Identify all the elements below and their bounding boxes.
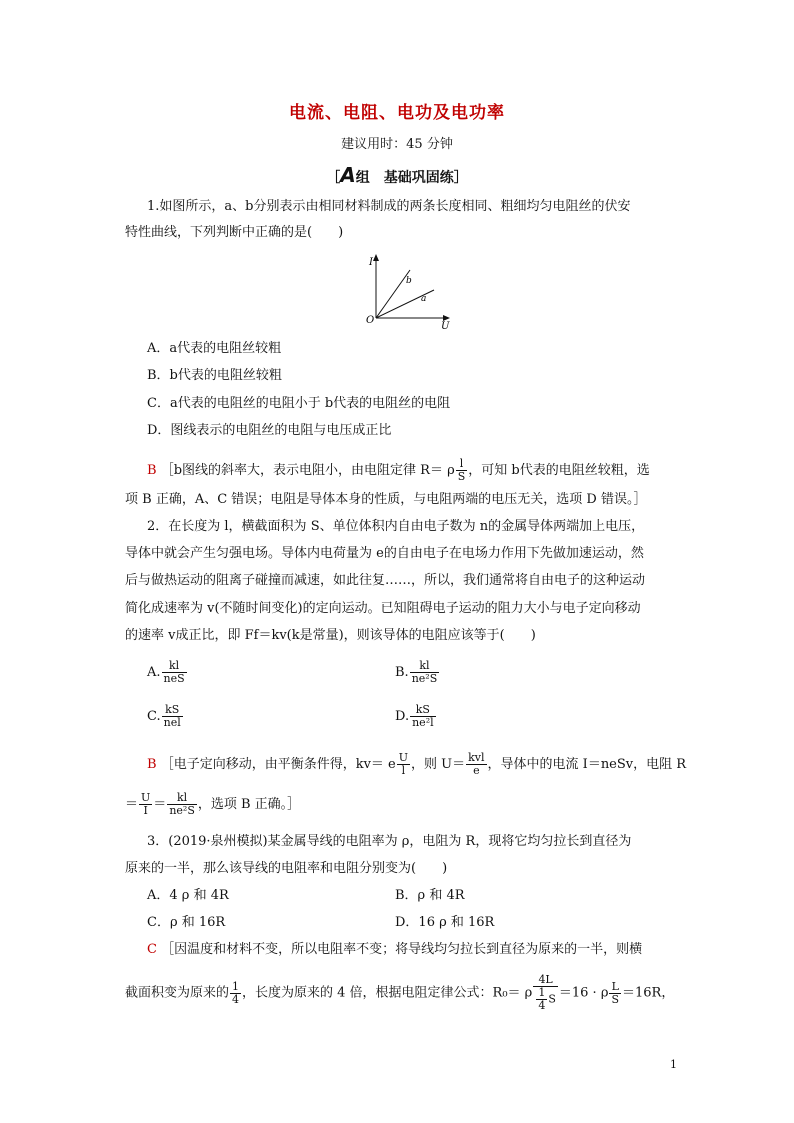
q3-f2-den <box>533 986 558 1012</box>
q2-option-d-fraction <box>410 704 436 729</box>
q3-f2-den-den: 4 <box>538 999 546 1012</box>
q2-a-num: kl <box>169 659 180 672</box>
q1-explanation-line-2: 项 B 正确，A、C 错误；电阻是导体本身的性质，与电阻两端的电压无关，选项 D 错误。］ <box>125 492 647 507</box>
q3-f2-den-num: 1 <box>538 986 546 999</box>
graph-label-u: U <box>441 321 450 330</box>
q2-line-4: 简化成速率为 v(不随时间变化)的定向运动。已知阻碍电子运动的阻力大小与电子定向移动 <box>125 601 641 616</box>
q2-exp-f1-num: U <box>398 751 409 764</box>
q3-line-2: 原来的一半，那么该导线的电阻率和电阻分别变为( ) <box>125 861 448 876</box>
q3-option-c: C．ρ 和 16R <box>147 915 226 930</box>
suggested-time: 建议用时：45 分钟 <box>341 137 453 152</box>
q2-exp-frac-2 <box>466 752 486 777</box>
q1-exp-text-b: ，可知 b代表的电阻丝较粗，选 <box>468 463 650 478</box>
q1-option-d: D．图线表示的电阻丝的电阻与电压成正比 <box>147 423 392 438</box>
q2-option-c <box>147 704 184 729</box>
q2-line-5: 的速率 v成正比，即 Ff＝kv(k是常量)，则该导体的电阻应该等于( ) <box>125 628 536 643</box>
q3-exp-e: ＝16R， <box>622 985 675 1001</box>
q2-b-den: ne²S <box>411 672 438 685</box>
q2-a-den: neS <box>163 672 185 685</box>
q3-line-1: 3．(2019·泉州模拟)某金属导线的电阻率为 ρ，电阻为 R，现将它均匀拉长到直径为 <box>147 834 632 849</box>
q2-exp-f4-den: ne²S <box>169 804 195 817</box>
q1-line-1: 1.如图所示，a、b分别表示由相同材料制成的两条长度相同、粗细均匀电阻丝的伏安 <box>147 199 631 214</box>
group-letter: A <box>340 163 356 187</box>
page-number: 1 <box>670 1058 677 1071</box>
q1-line-2: 特性曲线，下列判断中正确的是( ) <box>125 225 344 240</box>
q3-explanation-line-1 <box>147 941 642 959</box>
q2-exp-f1-den: l <box>397 764 410 777</box>
q3-exp-frac-1 <box>230 981 241 1006</box>
graph-label-b: b <box>406 276 412 286</box>
q3-exp-frac-3 <box>609 981 621 1006</box>
q2-option-c-label: C. <box>147 709 161 724</box>
graph-label-a: a <box>421 294 427 304</box>
q1-option-b: B．b代表的电阻丝较粗 <box>147 368 282 383</box>
q2-option-b-fraction <box>410 660 440 685</box>
q3-exp-b: 截面积变为原来的 <box>125 985 230 1001</box>
q2-explanation-line-2 <box>125 792 300 817</box>
iu-graph <box>362 252 462 330</box>
q1-frac-den: S <box>457 470 466 483</box>
group-bracket-open: ［ <box>326 170 341 186</box>
q2-exp-frac-4 <box>167 792 197 817</box>
q2-exp-f3-den: I <box>139 804 152 817</box>
q2-exp-f2-num: kvl <box>468 751 485 764</box>
q2-option-a-label: A. <box>147 665 161 680</box>
q2-c-den: nel <box>163 716 181 729</box>
q1-exp-text-a: ［b图线的斜率大，表示电阻小，由电阻定律 R＝ ρ <box>160 463 455 478</box>
q2-option-a-fraction <box>162 660 187 685</box>
q2-option-b <box>395 660 440 685</box>
q1-option-c: C．a代表的电阻丝的电阻小于 b代表的电阻丝的电阻 <box>147 396 451 411</box>
graph-y-arrow <box>373 254 379 261</box>
group-heading <box>0 163 794 187</box>
q3-exp-frac-2 <box>533 974 558 1012</box>
q2-exp-f4-num: kl <box>176 791 188 804</box>
q2-option-b-label: B. <box>395 665 409 680</box>
q2-exp-c: ，导体中的电流 I＝neSv，电阻 R <box>487 757 687 772</box>
graph-label-origin: O <box>366 315 375 326</box>
q2-line-1: 2．在长度为 l，横截面积为 S、单位体积内自由电子数为 n的金属导体两端加上电压， <box>147 519 645 534</box>
q2-exp-e: ＝ <box>153 797 167 812</box>
q3-option-a: A．4 ρ 和 4R <box>147 888 229 903</box>
q2-b-num: kl <box>419 659 430 672</box>
q3-f3-den: S <box>611 992 620 1006</box>
q2-c-num: kS <box>165 703 180 716</box>
q2-exp-f2-den: e <box>466 764 486 777</box>
q2-option-a <box>147 660 188 685</box>
q3-explanation-line-2 <box>125 974 674 1012</box>
q2-exp-f3-num: U <box>141 791 151 804</box>
q3-f1-den: 4 <box>232 992 240 1006</box>
q3-exp-a: ［因温度和材料不变，所以电阻率不变；将导线均匀拉长到直径为原来的一半，则横 <box>161 942 643 957</box>
q2-line-2: 导体中就会产生匀强电场。导体内电荷量为 e的自由电子在电场力作用下先做加速运动，然 <box>125 546 644 561</box>
q3-f2-num: 4L <box>538 973 553 986</box>
q2-explanation-line-1 <box>147 752 686 777</box>
q2-option-c-fraction <box>162 704 183 729</box>
q3-exp-d: ＝16 · ρ <box>558 985 609 1001</box>
q3-f1-num: 1 <box>232 979 240 993</box>
q1-frac-num: l <box>459 457 464 470</box>
q2-exp-d: ＝ <box>125 797 139 812</box>
group-label: 组 基础巩固练 <box>355 170 454 186</box>
q2-d-num: kS <box>415 703 430 716</box>
q1-answer: B <box>147 463 157 478</box>
q2-option-d-label: D. <box>395 709 410 724</box>
q2-exp-f: ，选项 B 正确。］ <box>197 797 301 812</box>
q2-exp-frac-3 <box>139 792 152 817</box>
graph-label-i: I <box>369 257 373 268</box>
q2-d-den: ne²l <box>412 716 434 729</box>
q1-fraction <box>456 458 468 483</box>
q3-option-d: D．16 ρ 和 16R <box>395 915 495 930</box>
q3-exp-c: ，长度为原来的 4 倍，根据电阻定律公式：R₀＝ ρ <box>242 985 533 1001</box>
q1-option-a: A．a代表的电阻丝较粗 <box>147 341 282 356</box>
q2-exp-a: ［电子定向移动，由平衡条件得，kv＝ e <box>160 757 396 772</box>
q3-option-b: B．ρ 和 4R <box>395 888 465 903</box>
q3-f3-num: L <box>611 979 619 993</box>
q1-explanation-line-1 <box>147 458 650 483</box>
q3-f2-den-frac <box>536 987 547 1012</box>
q2-option-d <box>395 704 437 729</box>
q3-answer: C <box>147 942 157 957</box>
page-title: 电流、电阻、电功及电功率 <box>289 103 505 123</box>
q2-exp-frac-1 <box>397 752 410 777</box>
q2-answer: B <box>147 757 157 772</box>
graph-line-b <box>376 270 410 318</box>
group-bracket-close: ］ <box>453 170 468 186</box>
q2-exp-b: ，则 U＝ <box>411 757 466 772</box>
q2-line-3: 后与做热运动的阻离子碰撞而减速，如此往复……，所以，我们通常将自由电子的这种运动 <box>125 573 646 588</box>
q3-f2-den-s: S <box>548 992 556 1006</box>
